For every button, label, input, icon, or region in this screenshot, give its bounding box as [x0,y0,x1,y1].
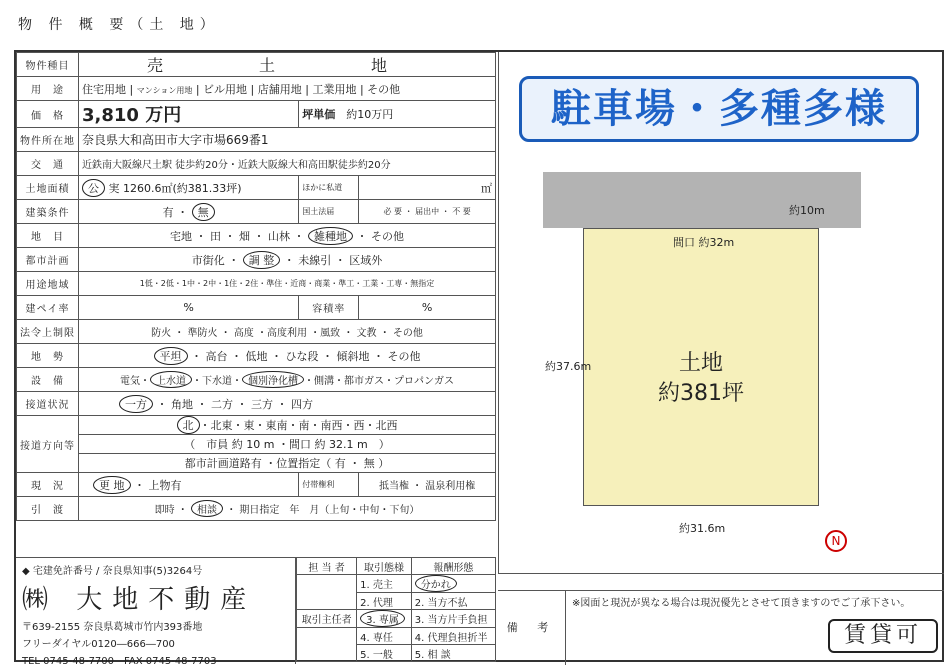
banner: 駐車場・多種多様 [519,76,919,142]
label: 土地面積 [17,176,79,200]
spec-table: 物件種目 売 土 地 用 途 住宅用地 | マンション用地 | ビル用地 | 店舗用地 | 工業用地 | その他 価 格 3,810 万円 坪単価 約10万円 物件所在地 奈良県大和高田市大字市場669番1 交 通 近鉄南大阪線尺土駅 徒歩約20分・近鉄大阪線大和高田駅徒歩約20分 土地面積 公 実 1260.6㎡(約381.33坪) ほかに私道 ㎡ 建築条件 有 ・ 無 国土法届 必 要 ・ 届出中 ・ 不 要 地 目 宅地 ・ 田 ・ 畑 ・ 山林 ・ 雑種地 ・ その他 都市計画 市街化 ・ 調 整 ・ 未線引 ・ 区域外 用途地域 1低・2低・1中・2中・1住・2住・準住・近商・商業・準工・工業・工専・無指定 建ペイ率 % 容積率 % 法令上制限 防火 ・ 準防火 ・ 高度 ・高度利用 ・風致 ・ 文教 ・ その他 地 勢 平坦 ・ 高台 ・ 低地 ・ ひな段 ・ 傾斜地 ・ その他 設 備 電気・ 上水道 ・下水道・ 個別浄化槽 ・側溝・都市ガス・プロパンガス 接道状況 一方 ・ 角地 ・ 二方 ・ 三方 ・ 四方 接道方向等 北 ・北東・東・東南・南・南西・西・北西 （ 市員 約 10 m ・間口 約 32.1 m ） 都市計画道路有 ・位置指定（ 有 ・ 無 ） 現 況 更 地 ・ 上物有 付帯権利 抵当権 ・ 温泉利用権 引 渡 即時 ・ 相談 ・ 期日指定 年 月（上旬・中旬・下旬） [16,52,496,521]
rental-stamp: 賃貸可 [828,619,938,653]
road-access: 一方 ・ 角地 ・ 二方 ・ 三方 ・ 四方 [79,392,496,416]
restrictions: 防火 ・ 準防火 ・ 高度 ・高度利用 ・風致 ・ 文教 ・ その他 [79,320,496,344]
label: 地 勢 [17,344,79,368]
remarks: 備 考 ※図面と現況が異なる場合は現況優先とさせて頂きますのでご了承下さい。 賃貸可 [498,590,944,664]
land-category: 宅地 ・ 田 ・ 畑 ・ 山林 ・ 雑種地 ・ その他 [79,224,496,248]
road-area [543,172,861,228]
label: 物件種目 [17,53,79,77]
road-width: 約10m [789,204,825,217]
terrain: 平坦 ・ 高台 ・ 低地 ・ ひな段 ・ 傾斜地 ・ その他 [79,344,496,368]
label: 建築条件 [17,200,79,224]
land-title: 土地 [678,351,723,376]
delivery: 即時 ・ 相談 ・ 期日指定 年 月（上旬・中旬・下旬） [79,497,496,521]
label: 物件所在地 [17,128,79,152]
phone-fax: TEL 0745-48-7700 FAX 0745-48-7703 [22,656,217,667]
label: 用 途 [17,77,79,101]
width: 約31.6m [679,522,726,535]
label: 引 渡 [17,497,79,521]
road-direction: 北 ・北東・東・東南・南・南西・西・北西 [79,416,496,435]
land-plot [583,228,819,506]
company-name: ㈱ 大地不動産 [22,585,257,615]
address: 〒639-2155 奈良県葛城市竹内393番地 [22,622,203,633]
map-panel [498,52,944,574]
build-condition: 有 ・ 無 [79,200,299,224]
depth: 約37.6m [545,360,592,373]
use-options: 住宅用地 | マンション用地 | ビル用地 | 店舗用地 | 工業用地 | その他 [79,77,496,101]
label: 地 目 [17,224,79,248]
label: 建ペイ率 [17,296,79,320]
license: ◆ 宅建免許番号 / 奈良県知事(5)3264号 [22,566,203,577]
current-status: 更 地 ・ 上物有 [79,473,299,497]
city-plan: 市街化 ・ 調 整 ・ 未線引 ・ 区域外 [79,248,496,272]
zone: 1低・2低・1中・2中・1住・2住・準住・近商・商業・準工・工業・工専・無指定 [79,272,496,296]
traffic: 近鉄南大阪線尺土駅 徒歩約20分・近鉄大阪線大和高田駅徒歩約20分 [79,152,496,176]
label: 現 況 [17,473,79,497]
frontage: 間口 約32m [669,234,738,250]
north-arrow-icon: N [825,530,847,552]
property-kind: 売 土 地 [79,53,496,77]
label: 接道状況 [17,392,79,416]
tsubo-price: 坪単価 約10万円 [299,101,496,128]
remarks-note: ※図面と現況が異なる場合は現況優先とさせて頂きますのでご了承下さい。 [572,598,911,609]
label: 都市計画 [17,248,79,272]
company-info [16,557,296,667]
facilities: 電気・ 上水道 ・下水道・ 個別浄化槽 ・側溝・都市ガス・プロパンガス [79,368,496,392]
land-size: 約381坪 [658,381,744,406]
page-title: 物 件 概 要（土 地） [18,17,220,33]
land-area: 公 実 1260.6㎡(約381.33坪) [79,176,299,200]
label: 接道方向等 [17,416,79,473]
label: 設 備 [17,368,79,392]
label: 交 通 [17,152,79,176]
label: 価 格 [17,101,79,128]
property-sheet [14,50,944,667]
price: 3,810 万円 [79,101,299,128]
transaction-table: 担 当 者 取引態様 報酬形態 1. 売主 分かれ 2. 代理 2. 当方不払 取引主任者 3. 専属 3. 当方片手負担 4. 専任 4. 代理負担折半 5. 一般 5. 相 談 [296,557,496,664]
label: 用途地域 [17,272,79,296]
label: 法令上制限 [17,320,79,344]
freedial: フリーダイヤル0120―666―700 [22,639,175,650]
location: 奈良県大和高田市大字市場669番1 [79,128,496,152]
